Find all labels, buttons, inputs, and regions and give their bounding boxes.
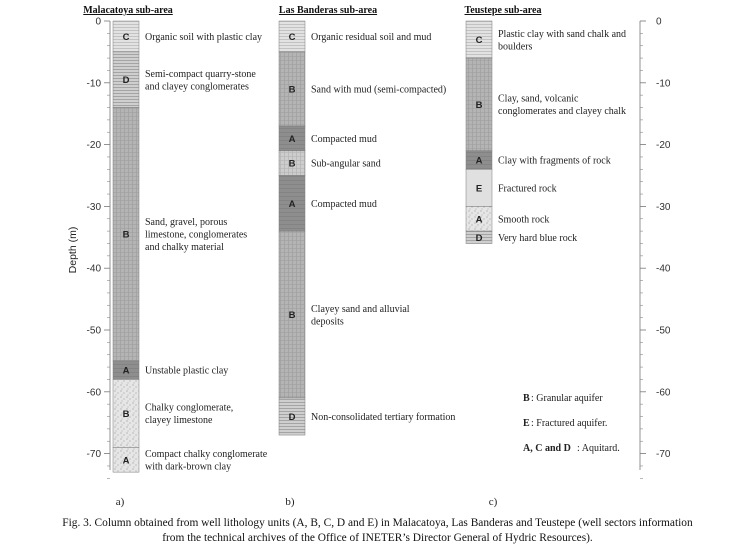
right-tick-label: -20 — [656, 140, 671, 152]
right-tick-label: 0 — [656, 16, 662, 28]
layer-unit-label: B — [122, 229, 130, 241]
layer-description: Clay, sand, volcanic — [498, 93, 579, 105]
right-tick-label: -10 — [656, 78, 671, 90]
layer-unit-label: E — [475, 183, 483, 195]
legend-key: E — [523, 418, 530, 429]
layer-unit-label: B — [288, 310, 296, 322]
layer-description: with dark-brown clay — [145, 461, 232, 473]
layer-description: Clayey sand and alluvial — [311, 303, 410, 315]
legend-text: : Fractured aquifer. — [531, 418, 608, 429]
left-tick-label: -50 — [86, 325, 101, 337]
column-teustepe — [465, 5, 627, 508]
layer-description: boulders — [498, 41, 533, 53]
right-tick-label: -40 — [656, 263, 671, 275]
layer-unit-label: B — [288, 84, 296, 96]
layer-description: conglomerates and clayey chalk — [498, 106, 626, 118]
layer-description: limestone, conglomerates — [145, 229, 248, 241]
caption-line-2: from the technical archives of the Office of INETER’s Director General of Hydric Resources). — [162, 532, 593, 544]
layer-unit-label: B — [122, 408, 130, 420]
layer-description: and clayey conglomerates — [145, 81, 249, 93]
layer-description: Plastic clay with sand chalk and — [498, 28, 627, 40]
y-axis-label: Depth (m) — [67, 226, 79, 274]
layer-description: Organic soil with plastic clay — [145, 31, 263, 43]
layer-description: Organic residual soil and mud — [311, 31, 432, 43]
layer-description: Compact chalky conglomerate — [145, 449, 268, 461]
figure-caption — [0, 516, 755, 546]
legend-item-aquitard — [523, 443, 620, 454]
panel-label: a) — [115, 496, 125, 508]
caption-line-1: Fig. 3. Column obtained from well lithology units (A, B, C, D and E) in Malacatoya, Las Banderas and Teustepe (well sectors information — [62, 517, 693, 529]
layer-description: and chalky material — [145, 242, 224, 254]
column-title: Teustepe sub-area — [464, 5, 542, 16]
layer-unit-label: A — [288, 133, 296, 145]
layer-unit-label: D — [475, 232, 483, 244]
left-tick-label: -70 — [86, 449, 101, 461]
layer-unit-label: A — [122, 365, 130, 377]
layer-description: Compacted mud — [311, 133, 377, 145]
layer-description: Fractured rock — [498, 183, 557, 195]
panel-label: b) — [285, 496, 295, 508]
lithology-columns — [83, 5, 626, 508]
layer-unit-label: B — [288, 158, 296, 170]
legend-item-granular — [523, 393, 603, 404]
left-tick-label: 0 — [95, 16, 101, 28]
right-depth-axis — [640, 17, 671, 479]
left-tick-label: -20 — [86, 140, 101, 152]
layer-description: deposits — [311, 316, 344, 328]
right-tick-label: -50 — [656, 325, 671, 337]
layer-description: Very hard blue rock — [498, 232, 578, 244]
legend-text: : Aquitard. — [577, 443, 620, 454]
left-tick-label: -30 — [86, 201, 101, 213]
layer-description: Non-consolidated tertiary formation — [311, 412, 456, 424]
layer-description: clayey limestone — [145, 415, 213, 427]
layer-unit-label: C — [475, 35, 483, 47]
left-tick-label: -60 — [86, 387, 101, 399]
layer-unit-label: A — [288, 198, 296, 210]
column-title: Malacatoya sub-area — [83, 5, 173, 16]
layer-description: Sub-angular sand — [311, 158, 381, 170]
legend-text: : Granular aquifer — [531, 393, 603, 404]
right-tick-label: -70 — [656, 449, 671, 461]
layer-unit-label: A — [475, 155, 483, 167]
layer-description: Sand, gravel, porous — [145, 217, 228, 229]
legend — [523, 393, 620, 454]
column-malacatoya — [83, 5, 268, 508]
layer-description: Smooth rock — [498, 214, 550, 226]
layer-unit-label: C — [288, 31, 296, 43]
layer-description: Semi-compact quarry-stone — [145, 68, 256, 80]
layer-unit-label: A — [122, 455, 130, 467]
left-tick-label: -40 — [86, 263, 101, 275]
layer-unit-label: C — [122, 31, 130, 43]
layer-unit-label: B — [475, 99, 483, 111]
layer-description: Compacted mud — [311, 198, 377, 210]
left-tick-label: -10 — [86, 78, 101, 90]
right-tick-label: -60 — [656, 387, 671, 399]
right-tick-label: -30 — [656, 201, 671, 213]
layer-description: Unstable plastic clay — [145, 365, 229, 377]
layer-description: Sand with mud (semi-compacted) — [311, 84, 447, 96]
column-las-banderas — [279, 5, 455, 508]
layer-unit-label: D — [288, 412, 296, 424]
layer-unit-label: A — [475, 214, 483, 226]
legend-item-fractured — [523, 418, 607, 429]
column-title: Las Banderas sub-area — [278, 5, 378, 16]
legend-key: B — [523, 393, 530, 404]
layer-unit-label: D — [122, 75, 130, 87]
layer-description: Clay with fragments of rock — [498, 155, 611, 167]
layer-description: Chalky conglomerate, — [145, 402, 234, 414]
left-depth-axis — [87, 17, 110, 479]
panel-label: c) — [488, 496, 498, 508]
legend-key: A, C and D — [523, 443, 571, 454]
